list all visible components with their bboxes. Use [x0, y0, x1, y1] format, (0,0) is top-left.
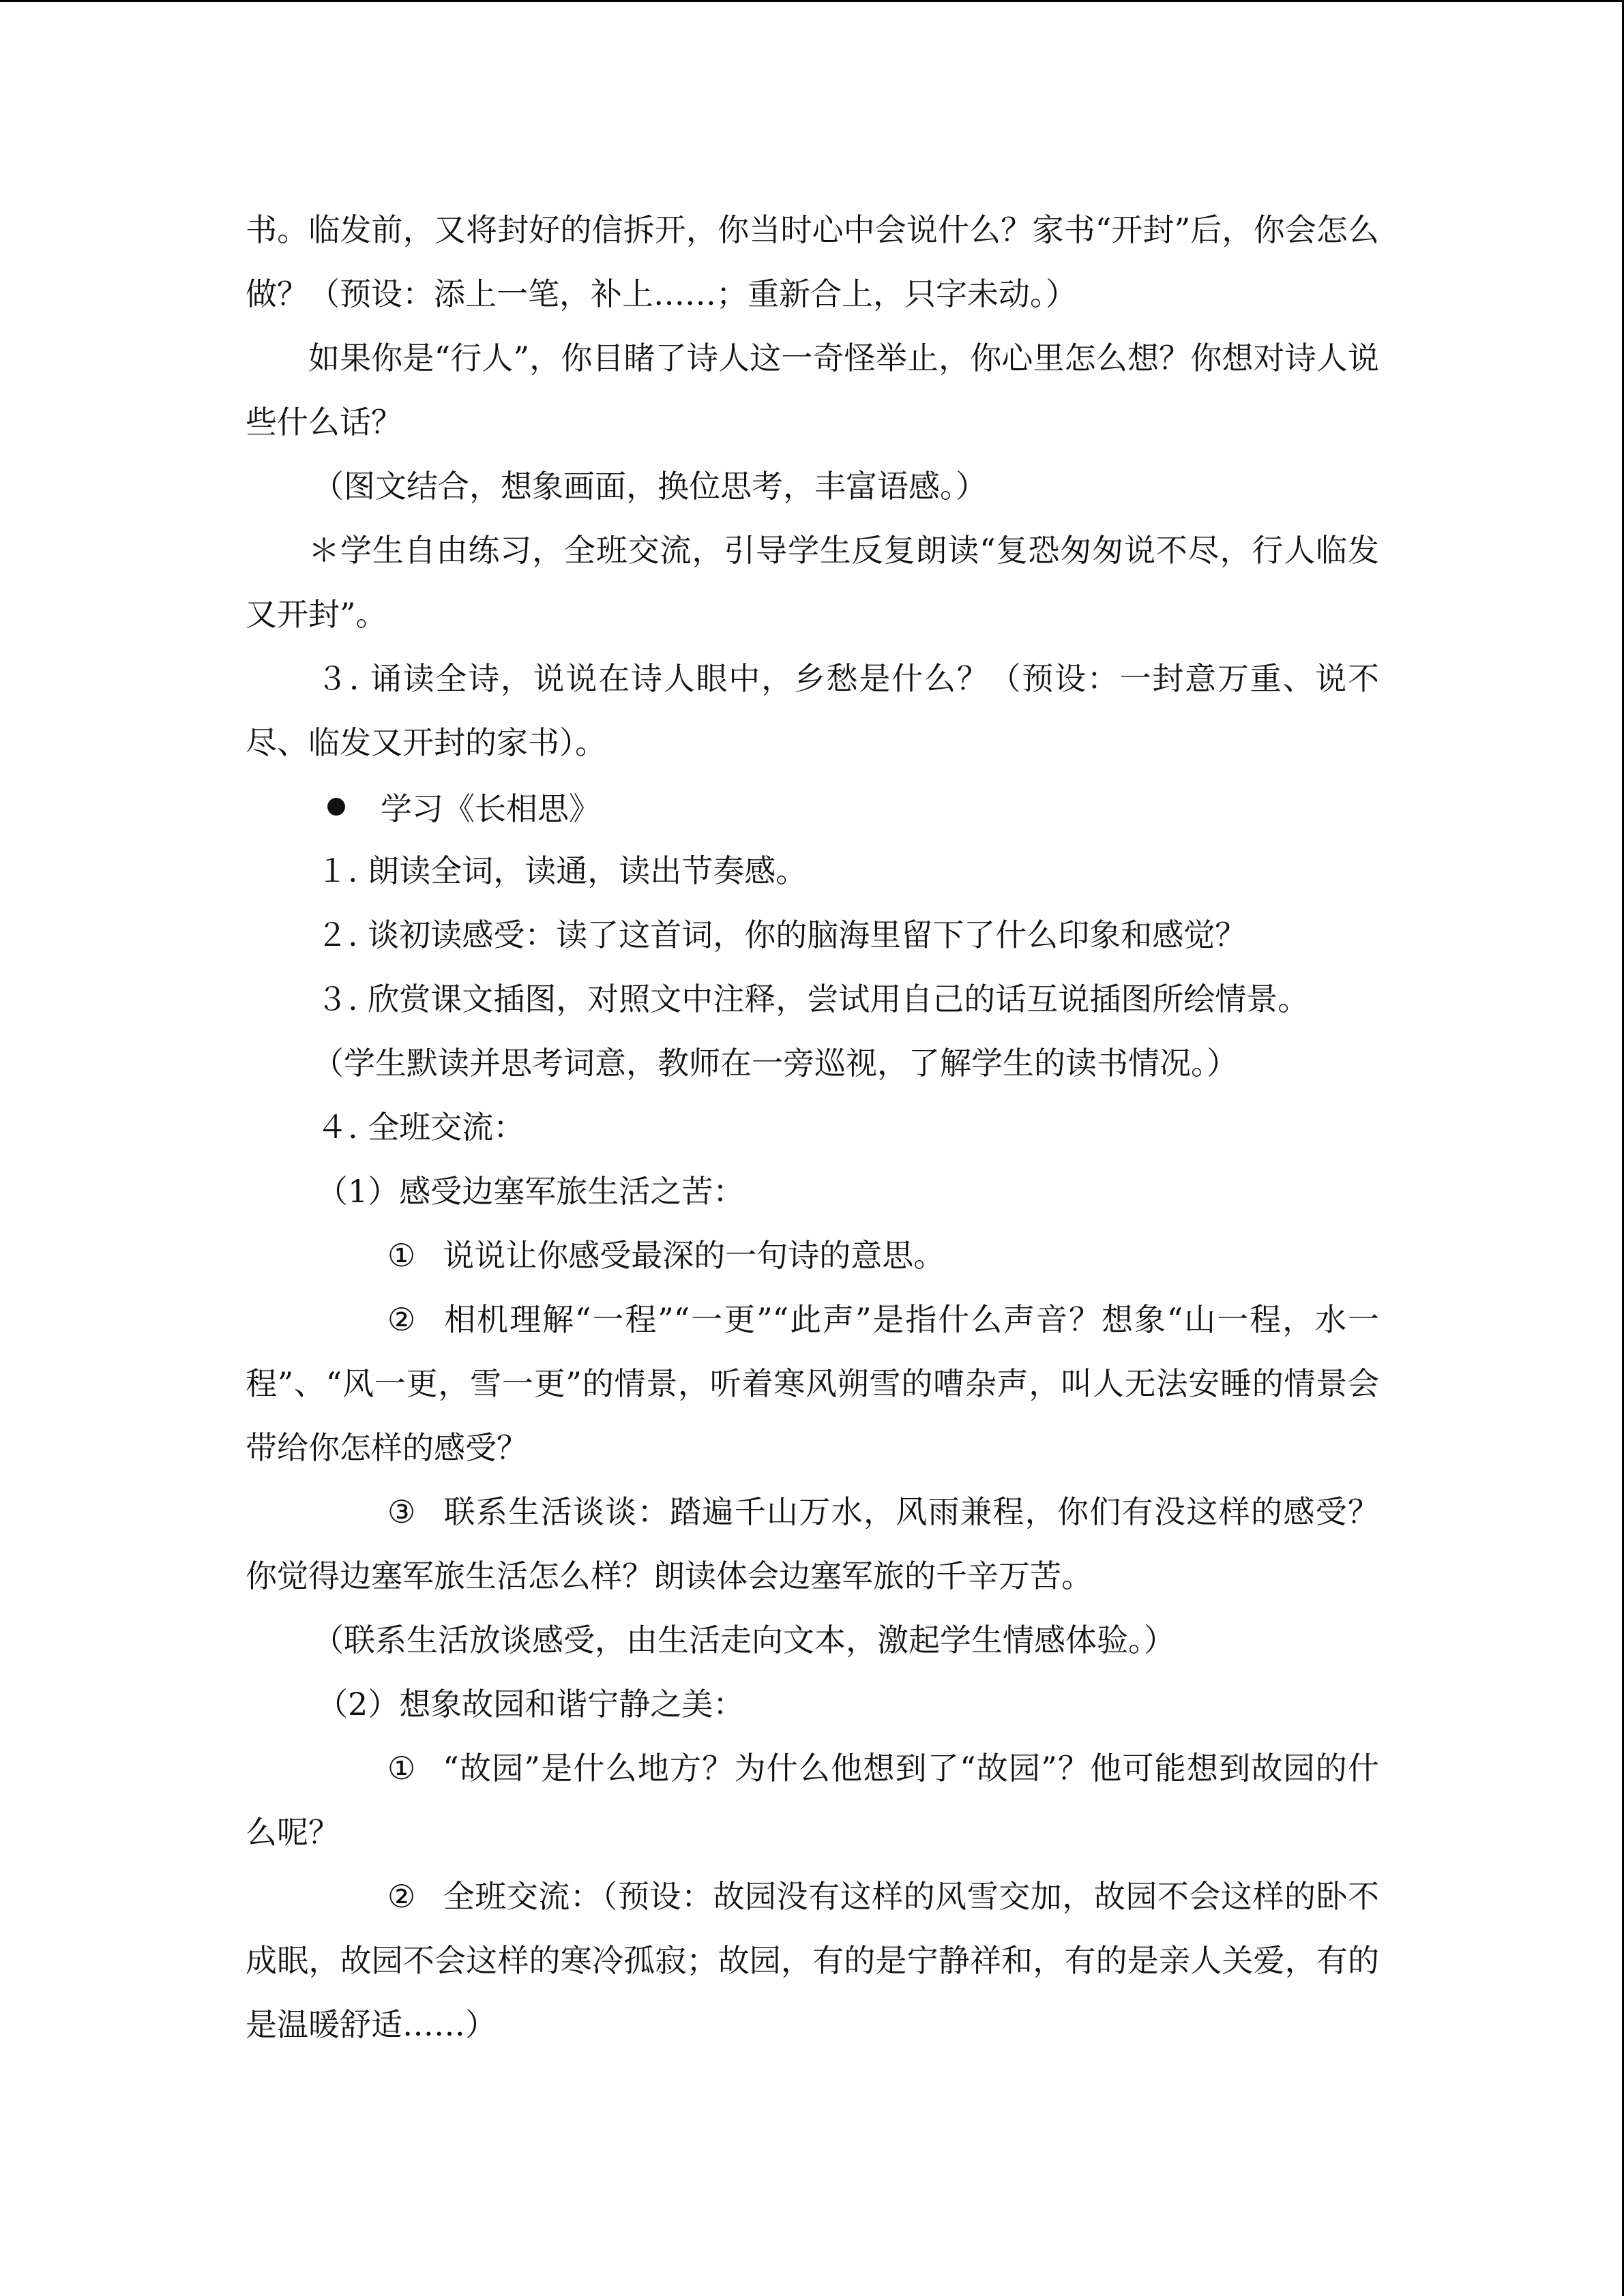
paragraph: ２. 谈初读感受：读了这首词，你的脑海里留下了什么印象和感觉？ [316, 916, 1247, 953]
paragraph: ４. 全班交流： [316, 1109, 525, 1146]
page-border-top [0, 0, 1624, 2]
paragraph: １. 朗读全词，读通，读出节奏感。 [316, 852, 808, 889]
paragraph: 书。临发前，又将封好的信拆开，你当时心中会说什么？家书“开封”后，你会怎么做？（预设：添上一笔，补上……；重新合上，只字未动。） [246, 211, 1379, 312]
item-text: 全班交流：（预设：故园没有这样的风雪交加，故园不会这样的卧不成眠，故园不会这样的寒冷孤寂；故园，有的是宁静祥和，有的是亲人关爱，有的是温暖舒适……） [246, 1878, 1379, 2043]
numbered-item [246, 1223, 1379, 1287]
paragraph: 如果你是“行人”，你目睹了诗人这一奇怪举止，你心里怎么想？你想对诗人说些什么话？ [246, 340, 1379, 441]
paragraph: （学生默读并思考词意，教师在一旁巡视，了解学生的读书情况。） [312, 1045, 1238, 1082]
paragraph: （图文结合，想象画面，换位思考，丰富语感。） [312, 468, 987, 505]
bullet-icon [327, 798, 345, 816]
item-marker: ② [387, 1878, 416, 1915]
numbered-item [246, 1864, 1379, 2057]
item-marker: ② [387, 1301, 416, 1338]
item-marker: ① [387, 1237, 416, 1274]
section-heading-text: 学习《长相思》 [381, 790, 600, 827]
paragraph: ３. 欣赏课文插图，对照文中注释，尝试用自己的话互说插图所绘情景。 [316, 981, 1310, 1017]
item-marker: ③ [387, 1493, 416, 1530]
item-text: 相机理解“一程”“一更”“此声”是指什么声音？想象“山一程，水一程”、“风一更，雪一更”的情景，听着寒风朔雪的嘈杂声，叫人无法安睡的情景会带给你怎样的感受？ [246, 1301, 1379, 1466]
section-heading [246, 775, 1379, 839]
document-body [246, 198, 1379, 2057]
item-text: 联系生活谈谈：踏遍千山万水，风雨兼程，你们有没这样的感受？你觉得边塞军旅生活怎么样？朗读体会边塞军旅的千辛万苦。 [246, 1493, 1379, 1594]
paragraph: ＊学生自由练习，全班交流，引导学生反复朗读“复恐匆匆说不尽，行人临发又开封”。 [246, 532, 1379, 633]
item-text: “故园”是什么地方？为什么他想到了“故园”？他可能想到故园的什么呢？ [246, 1750, 1379, 1851]
item-marker: ① [387, 1750, 416, 1787]
paragraph: （2）想象故园和谐宁静之美： [316, 1686, 745, 1723]
paragraph: （联系生活放谈感受，由生活走向文本，激起学生情感体验。） [312, 1622, 1175, 1658]
numbered-item [246, 1480, 1379, 1608]
numbered-item [246, 1736, 1379, 1864]
item-text: 说说让你感受最深的一句诗的意思。 [443, 1237, 945, 1274]
numbered-item [246, 1287, 1379, 1480]
paragraph: ３. 诵读全诗，说说在诗人眼中，乡愁是什么？（预设：一封意万重、说不尽、临发又开封的家书）。 [246, 660, 1379, 761]
paragraph: （1）感受边塞军旅生活之苦： [316, 1173, 745, 1210]
